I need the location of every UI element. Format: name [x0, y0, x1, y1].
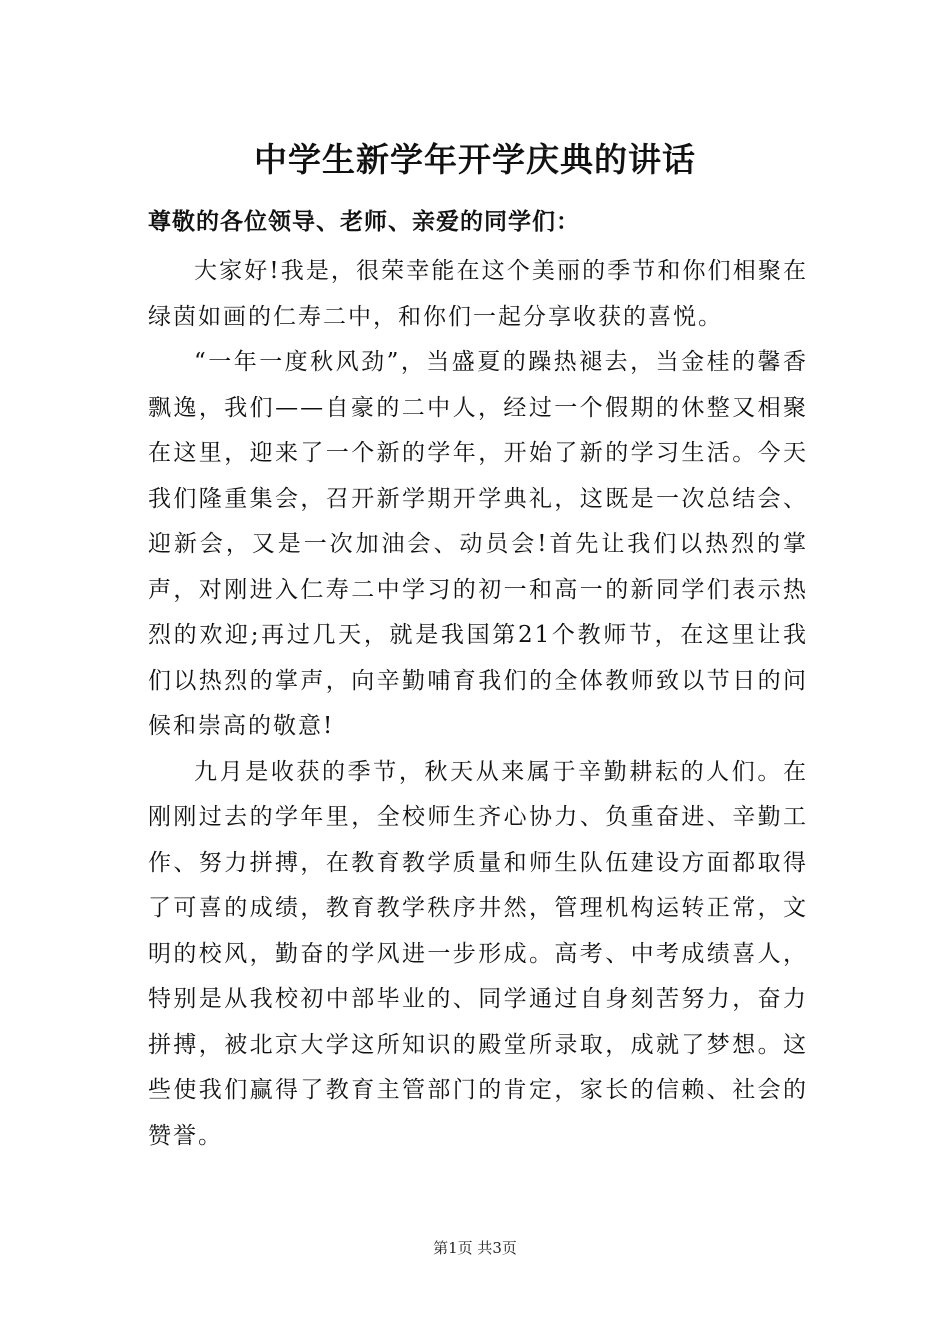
- paragraph-achievements: 九月是收获的季节，秋天从来属于辛勤耕耘的人们。在刚刚过去的学年里，全校师生齐心协力、负重奋进、辛勤工作、努力拼搏，在教育教学质量和师生队伍建设方面都取得了可喜的成绩，教育教学秩序井然，管理机构运转正常，文明的校风，勤奋的学风进一步形成。高考、中考成绩喜人，特别是从我校初中部毕业的、同学通过自身刻苦努力，奋力拼搏，被北京大学这所知识的殿堂所录取，成就了梦想。这些使我们赢得了教育主管部门的肯定，家长的信赖、社会的赞誉。: [148, 758, 808, 1149]
- salutation: 尊敬的各位领导、老师、亲爱的同学们：: [148, 208, 580, 235]
- page-number: 第1页 共3页: [433, 1239, 517, 1257]
- document-body: [148, 249, 808, 1159]
- document-title: 中学生新学年开学庆典的讲话: [254, 140, 696, 179]
- paragraph-greeting: 大家好!我是，很荣幸能在这个美丽的季节和你们相聚在绿茵如画的仁寿二中，和你们一起分享收获的喜悦。: [148, 258, 808, 330]
- paragraph-opening: “一年一度秋风劲”，当盛夏的躁热褪去，当金桂的馨香飘逸，我们——自豪的二中人，经过一个假期的休整又相聚在这里，迎来了一个新的学年，开始了新的学习生活。今天我们隆重集会，召开新学期开学典礼，这既是一次总结会、迎新会，又是一次加油会、动员会!首先让我们以热烈的掌声，对刚进入仁寿二中学习的初一和高一的新同学们表示热烈的欢迎;再过几天，就是我国第21个教师节，在这里让我们以热烈的掌声，向辛勤哺育我们的全体教师致以节日的问候和崇高的敬意!: [148, 349, 808, 739]
